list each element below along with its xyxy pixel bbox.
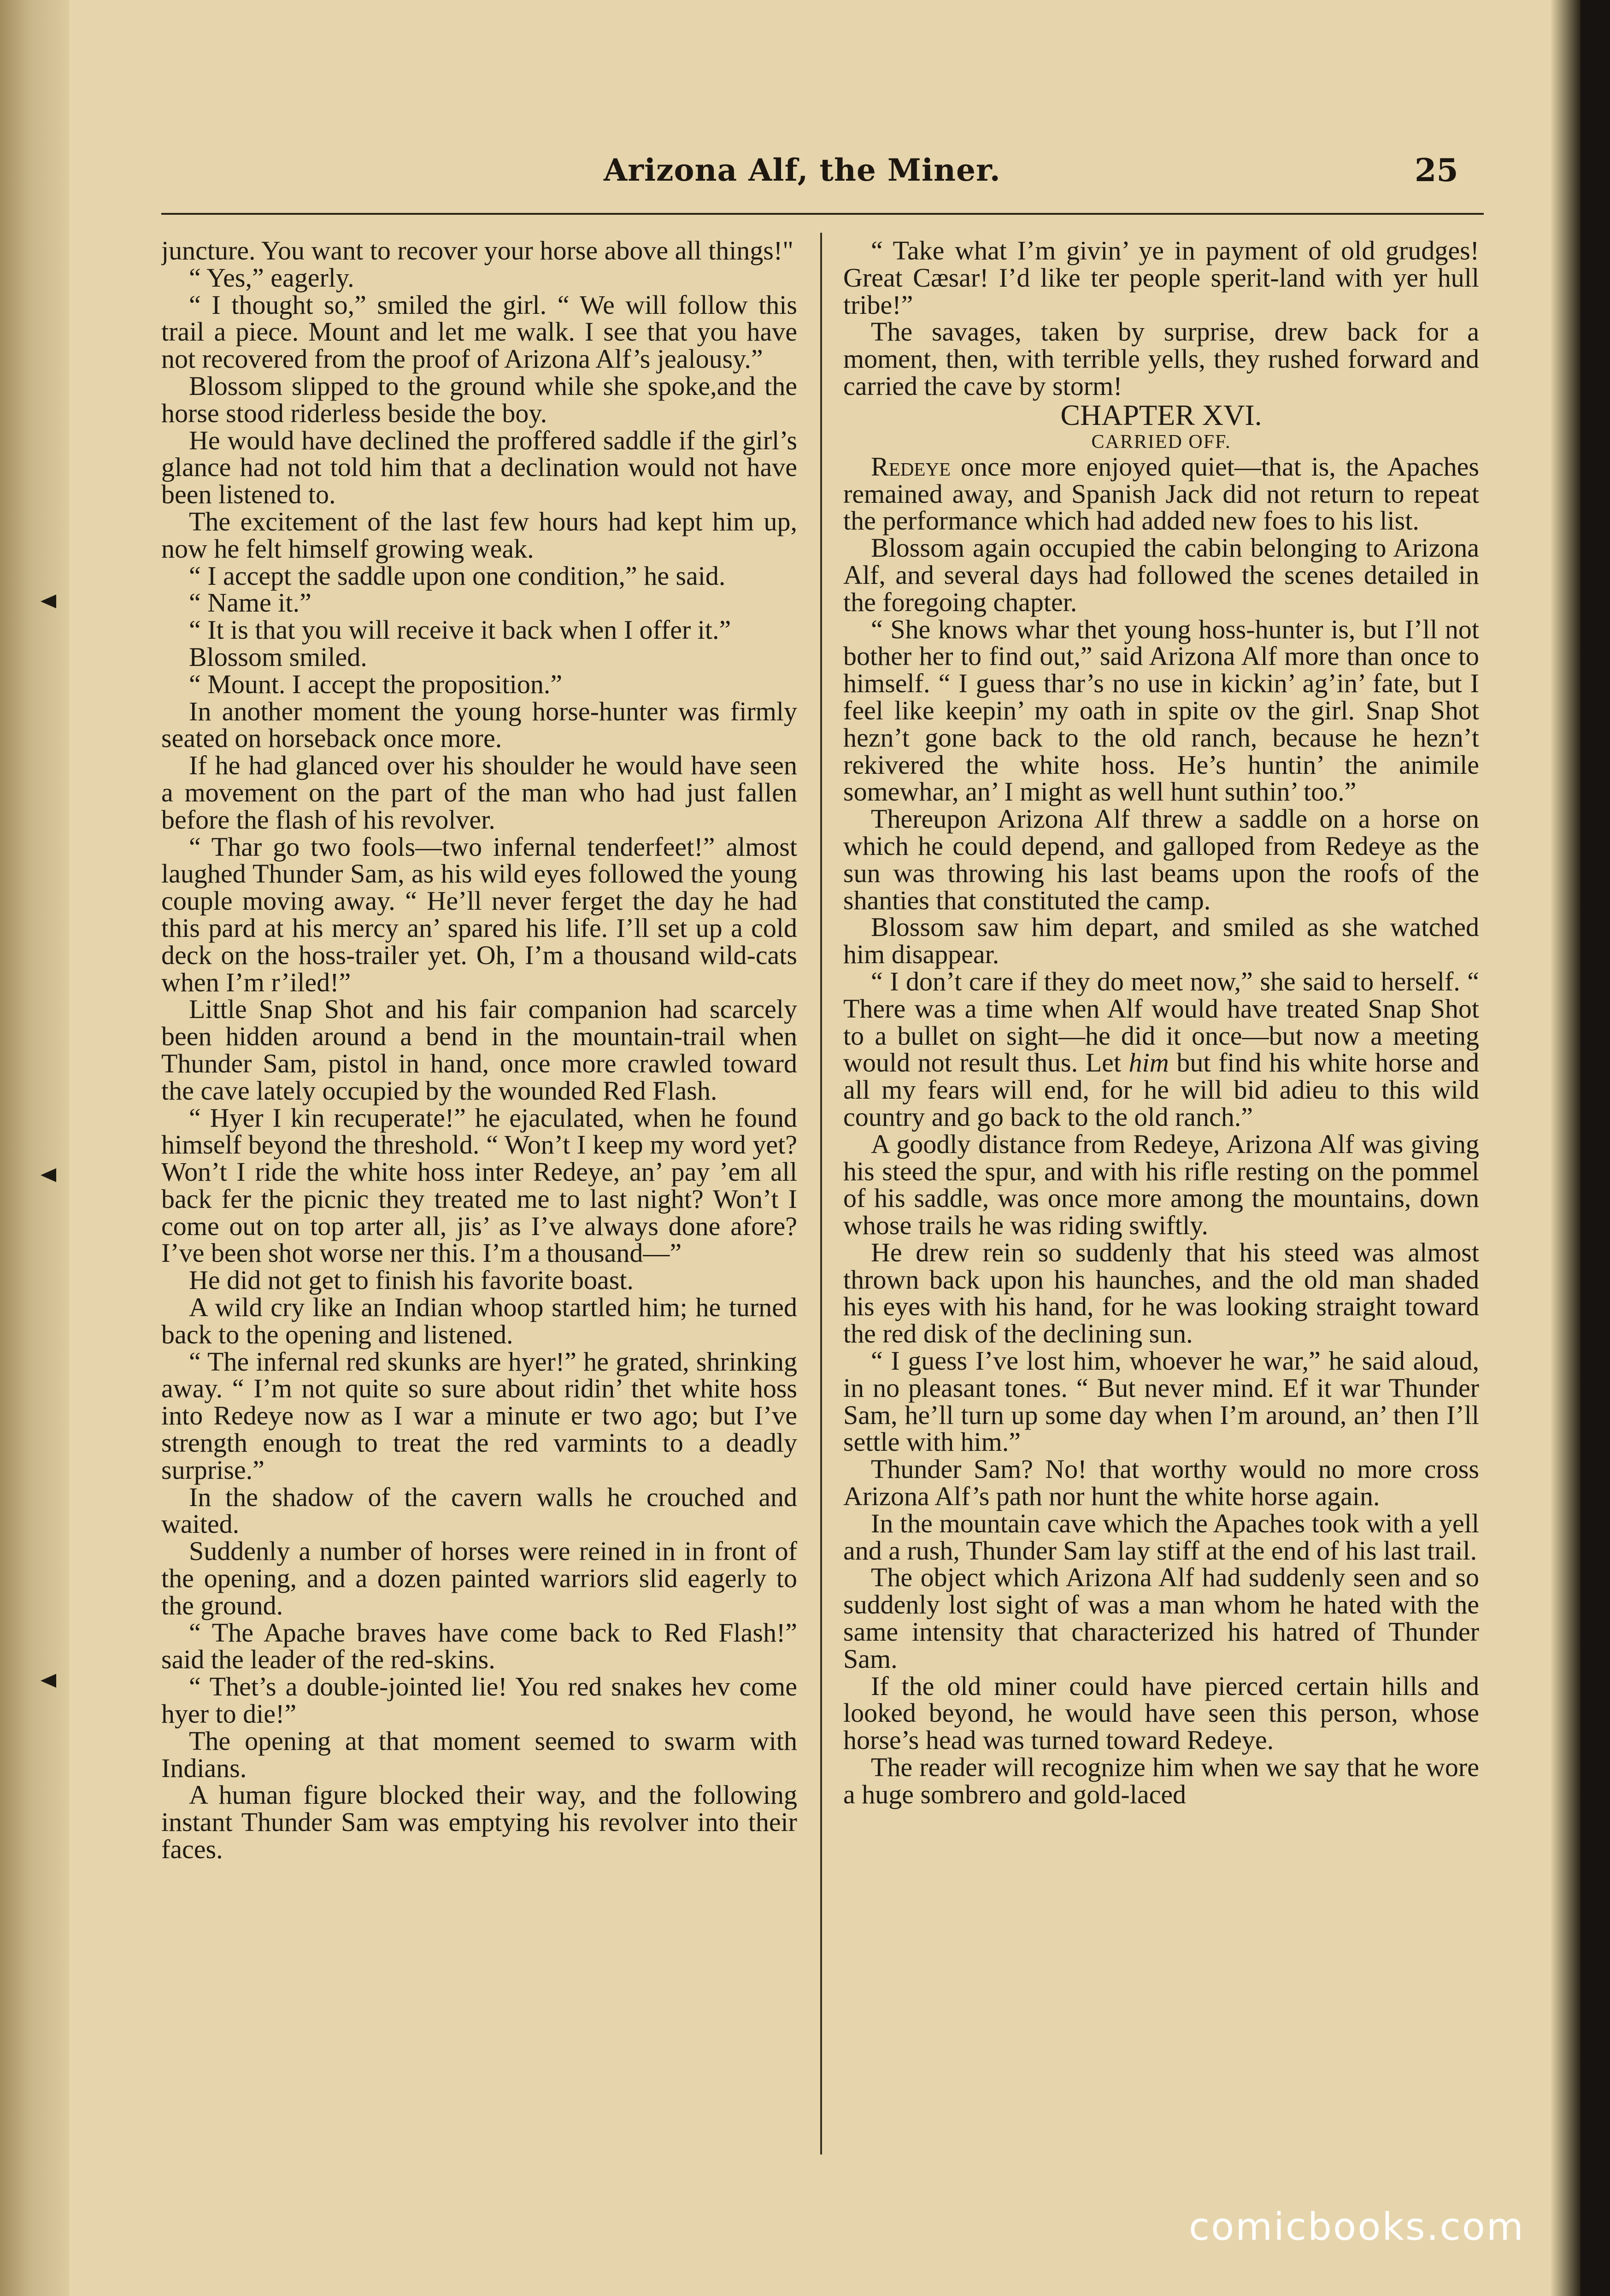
paragraph: “ Thar go two fools—two infernal tenderfeet!” almost laughed Thunder Sam, as his wild eyes followed the young couple moving away. “ He’ll never ferget the day he had this pard at his mercy an’ spared his life. I’ll set up a cold deck on the hoss-trailer yet. Oh, I’m a thousand wild-cats when I’m r’iled!” — [161, 831, 797, 997]
paragraph: “ It is that you will receive it back when I offer it.” — [189, 615, 731, 645]
page-number: 25 — [1415, 152, 1458, 189]
paragraph: “ Name it.” — [189, 588, 311, 618]
chapter-subheading: CARRIED OFF. — [1091, 431, 1231, 453]
header-rule — [161, 213, 1484, 215]
paragraph: Thunder Sam? No! that worthy would no more cross Arizona Alf’s path nor hunt the white horse again. — [843, 1454, 1479, 1512]
paragraph: “ Mount. I accept the proposition.” — [189, 669, 563, 699]
chapter-opening-text: once more enjoyed quiet—that is, the Apaches remained away, and Spanish Jack did not return to repeat the performance which had added new foes to his list. — [843, 451, 1479, 536]
blossom-quote-paragraph — [843, 968, 1479, 1131]
paragraph: “ The infernal red skunks are hyer!” he grated, shrinking away. “ I’m not quite so sure about ridin’ thet white hoss into Redeye now as I war a minute er two ago; but I’ve strength enough to treat the red varmints to a deadly surprise.” — [161, 1346, 797, 1485]
paragraph: The reader will recognize him when we say that he wore a huge sombrero and gold-laced — [843, 1752, 1479, 1809]
right-column-body — [843, 535, 1479, 968]
paragraph: “ Hyer I kin recuperate!” he ejaculated, when he found himself beyond the threshold. “ Won’t I keep my word yet? Won’t I ride the white hoss inter Redeye, an’ pay ’em all back fer the picnic they treated me to last night? Won’t I come out on top arter all, jis’ as I’ve always done afore? I’ve been shot worse ner this. I’m a thousand—” — [161, 1102, 797, 1268]
paragraph: In another moment the young horse-hunter was firmly seated on horseback once more. — [161, 696, 797, 754]
paragraph: He would have declined the proffered saddle if the girl’s glance had not told him that a declination would not have been listened to. — [161, 425, 797, 510]
paragraph: “ She knows whar thet young hoss-hunter is, but I’ll not bother her to find out,” said Arizona Alf more than once to himself. “ I guess thar’s no use in kickin’ ag’in’ fate, but I feel like keepin’ my oath in spite ov the girl. Snap Shot hezn’t gone back to the old ranch, because he hezn’t rekivered the white hoss. He’s huntin’ the animile somewhar, an’ I might as well hunt suthin’ too.” — [843, 614, 1479, 807]
right-column — [843, 237, 1479, 2164]
binding-hole — [41, 1168, 56, 1182]
chapter-heading: CHAPTER XVI. — [1060, 398, 1262, 431]
quote-text-after: but find his white horse and all my fears will end, for he will bid adieu to this wild country and go back to the old ranch.” — [843, 1048, 1479, 1132]
paragraph: juncture. You want to recover your horse above all things!" — [161, 237, 793, 265]
paragraph: Little Snap Shot and his fair companion had scarcely been hidden around a bend in the mountain-trail when Thunder Sam, pistol in hand, once more crawled toward the cave lately occupied by the wounded Red Flash. — [161, 994, 797, 1106]
paragraph: Thereupon Arizona Alf threw a saddle on a horse on which he could depend, and galloped from Redeye as the sun was throwing his last beams upon the roofs of the shanties that constituted the camp. — [843, 804, 1479, 915]
paragraph: “ I accept the saddle upon one condition,” he said. — [189, 560, 726, 591]
right-column-end — [843, 1131, 1479, 1808]
paragraph: The object which Arizona Alf had suddenly seen and so suddenly lost sight of was a man whom he hated with the same intensity that characterized his hatred of Thunder Sam. — [843, 1562, 1479, 1674]
running-head-title: Arizona Alf, the Miner. — [604, 152, 1001, 188]
paragraph: A goodly distance from Redeye, Arizona Alf was giving his steed the spur, and with his rifle resting on the pommel of his saddle, was once more among the mountains, down whose trails he was riding swiftly. — [843, 1129, 1479, 1241]
paragraph: Blossom smiled. — [189, 642, 367, 672]
binding-gutter — [0, 0, 69, 2296]
paragraph: The opening at that moment seemed to swarm with Indians. — [161, 1725, 797, 1783]
paragraph: In the mountain cave which the Apaches took with a yell and a rush, Thunder Sam lay stiff at the end of his last trail. — [843, 1508, 1479, 1566]
binding-hole — [41, 1674, 56, 1688]
paragraph: If he had glanced over his shoulder he would have seen a movement on the part of the man who had just fallen before the flash of his revolver. — [161, 750, 797, 835]
paragraph: The savages, taken by surprise, drew back for a moment, then, with terrible yells, they rushed forward and carried the cave by storm! — [843, 317, 1479, 401]
left-column — [161, 237, 797, 2164]
column-divider — [820, 233, 822, 2155]
paragraph: Blossom slipped to the ground while she spoke,and the horse stood riderless beside the boy. — [161, 371, 797, 428]
paragraph: Suddenly a number of horses were reined in in front of the opening, and a dozen painted warriors slid eagerly to the ground. — [161, 1536, 797, 1620]
quote-text-before: “ I don’t care if they do meet now,” she said to herself. “ There was a time when Alf would have treated Snap Shot to a bullet on sight—he did it once—but now a meeting would not result thus. Let — [843, 966, 1479, 1078]
paragraph: “ Take what I’m givin’ ye in payment of old grudges! Great Cæsar! I’d like ter people sperit-land with yer hull tribe!” — [843, 237, 1479, 320]
paragraph: “ Thet’s a double-jointed lie! You red snakes hev come hyer to die!” — [161, 1672, 797, 1729]
paragraph: The excitement of the last few hours had kept him up, now he felt himself growing weak. — [161, 506, 797, 564]
watermark: comicbooks.com — [1189, 2205, 1525, 2249]
paragraph: A human figure blocked their way, and the following instant Thunder Sam was emptying his revolver into their faces. — [161, 1780, 797, 1865]
paragraph: In the shadow of the cavern walls he crouched and waited. — [161, 1482, 797, 1539]
paragraph: A wild cry like an Indian whoop startled him; he turned back to the opening and listened. — [161, 1292, 797, 1349]
paragraph: “ Yes,” eagerly. — [189, 262, 354, 293]
paragraph: “ The Apache braves have come back to Red Flash!” said the leader of the red-skins. — [161, 1617, 797, 1675]
paragraph: “ I thought so,” smiled the girl. “ We will follow this trail a piece. Mount and let me walk. I see that you have not recovered from the proof of Arizona Alf’s jealousy.” — [161, 289, 797, 374]
paragraph: He did not get to finish his favorite boast. — [189, 1265, 634, 1295]
quote-emphasis: him — [1128, 1048, 1169, 1078]
chapter-opening-paragraph — [843, 453, 1479, 535]
paragraph: Blossom again occupied the cabin belonging to Arizona Alf, and several days had followed the scenes detailed in the foregoing chapter. — [843, 533, 1479, 617]
paragraph: He drew rein so suddenly that his steed was almost thrown back upon his haunches, and the old man shaded his eyes with his hand, for he was looking straight toward the red disk of the declining sun. — [843, 1237, 1479, 1349]
paragraph: If the old miner could have pierced certain hills and looked beyond, he would have seen this person, whose horse’s head was turned toward Redeye. — [843, 1671, 1479, 1755]
paragraph: “ I guess I’ve lost him, whoever he war,” he said aloud, in no pleasant tones. “ But never mind. Ef it war Thunder Sam, he’ll turn up some day when I’m around, an’ then I’ll settle with him.” — [843, 1346, 1479, 1457]
right-column-top-paragraphs — [843, 237, 1479, 400]
binding-hole — [41, 595, 56, 608]
paragraph: Blossom saw him depart, and smiled as she watched him disappear. — [843, 912, 1479, 970]
page-edge-shadow — [1551, 0, 1581, 2296]
chapter-lead-word: Redeye — [871, 451, 951, 482]
